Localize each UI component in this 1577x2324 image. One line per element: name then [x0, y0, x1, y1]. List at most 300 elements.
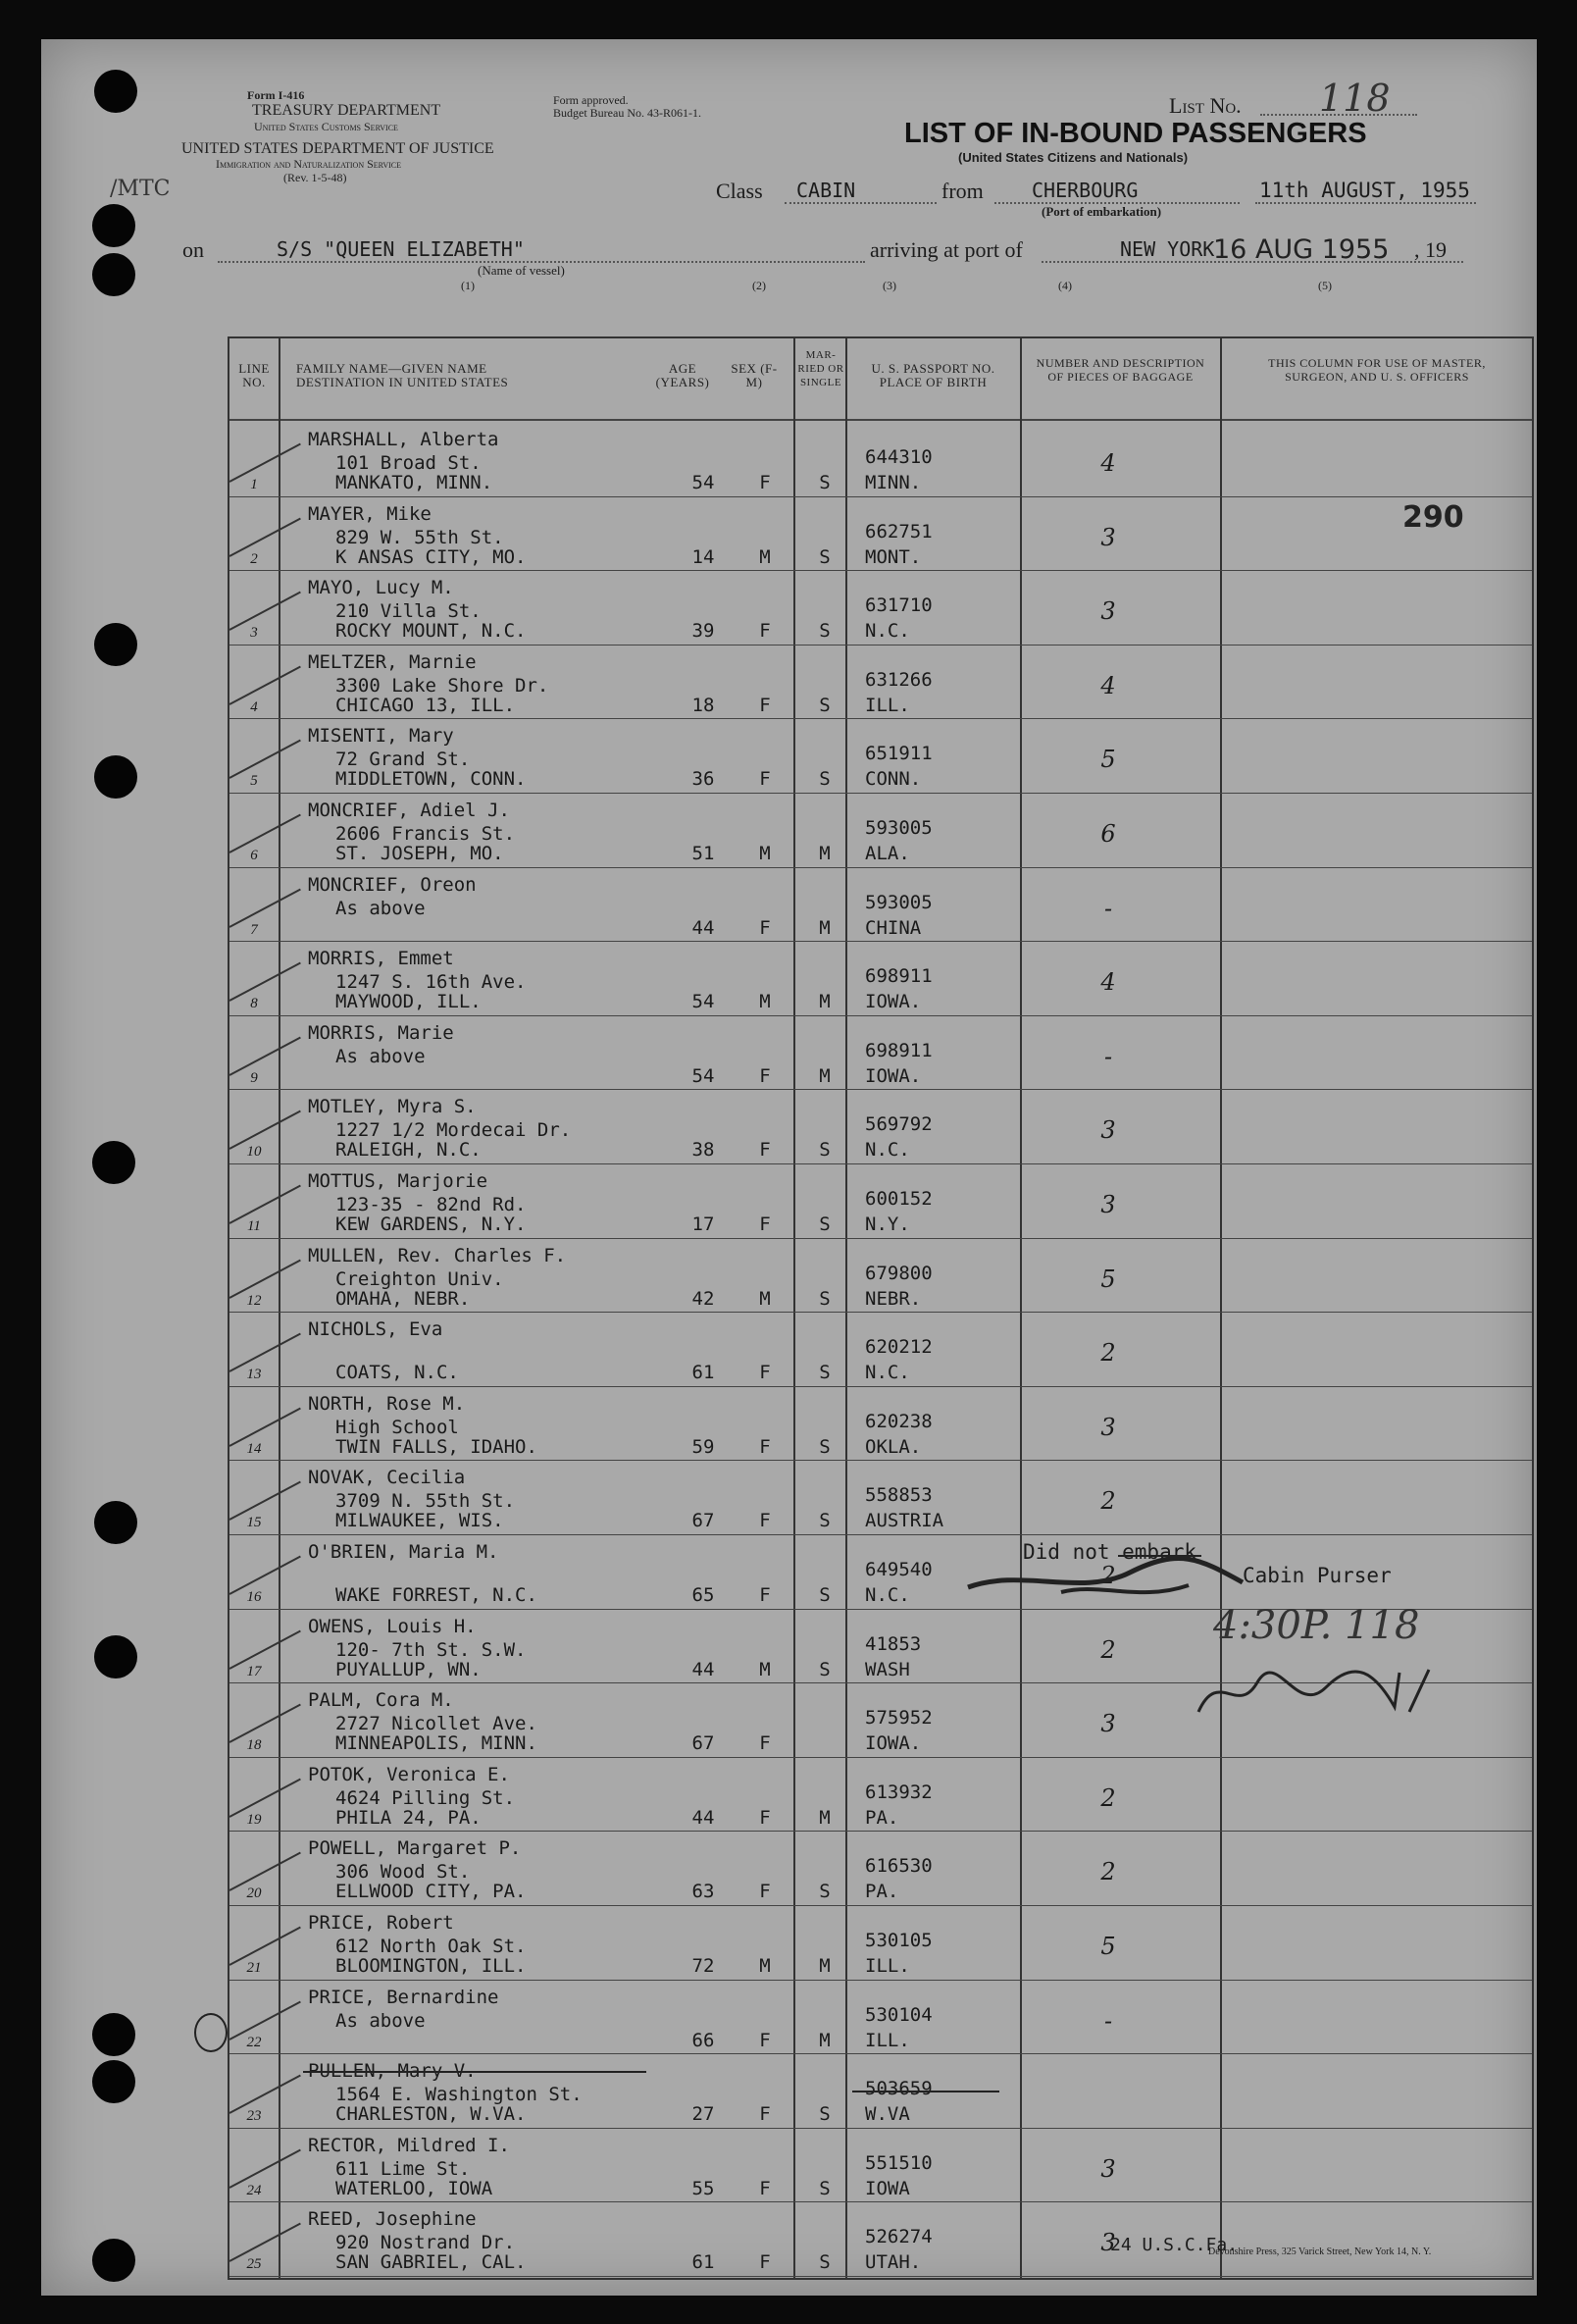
passenger-address: 1227 1/2 Mordecai Dr.	[335, 1119, 572, 1142]
passenger-address: 611 Lime St.	[335, 2157, 471, 2180]
passenger-age: 44	[691, 1658, 715, 1680]
from-label: from	[941, 179, 984, 203]
vessel-name: S/S "QUEEN ELIZABETH"	[277, 237, 525, 261]
place-of-birth: UTAH.	[865, 2251, 922, 2274]
passenger-marital-status: M	[819, 1955, 831, 1977]
place-of-birth: AUSTRIA	[865, 1510, 944, 1532]
table-row	[229, 1460, 1532, 1533]
passport-number: 575952	[865, 1707, 933, 1730]
passenger-name: PRICE, Bernardine	[308, 1986, 499, 2008]
passport-number: 616530	[865, 1855, 933, 1878]
punch-hole	[92, 1141, 135, 1184]
baggage-count: 2	[1100, 1487, 1116, 1516]
passenger-marital-status: S	[819, 472, 831, 493]
passenger-sex: F	[759, 2029, 771, 2051]
passport-number: 644310	[865, 446, 933, 468]
line-number: 16	[246, 1589, 262, 1605]
passenger-marital-status: S	[819, 1435, 831, 1458]
passenger-name: NOVAK, Cecilia	[308, 1467, 466, 1489]
port-embark-caption: (Port of embarkation)	[1042, 204, 1162, 219]
justice-dept: UNITED STATES DEPARTMENT OF JUSTICE	[181, 140, 494, 157]
passenger-age: 38	[691, 1139, 715, 1162]
mtc-mark: /MTC	[110, 177, 171, 201]
cancelled-entry-strike	[303, 2071, 646, 2073]
passenger-address: 3709 N. 55th St.	[335, 1490, 516, 1513]
passenger-address: 3300 Lake Shore Dr.	[335, 674, 549, 697]
passenger-address: 72 Grand St.	[335, 749, 471, 771]
passenger-sex: M	[759, 991, 771, 1013]
line-23-circle	[194, 2013, 228, 2052]
passenger-address: 306 Wood St.	[335, 1861, 471, 1884]
passenger-name: MONCRIEF, Adiel J.	[308, 800, 510, 821]
passenger-age: 63	[691, 1881, 715, 1903]
passenger-sex: F	[759, 472, 771, 493]
passenger-marital-status: M	[819, 916, 831, 939]
passenger-name: MARSHALL, Alberta	[308, 429, 499, 450]
line-number: 5	[250, 773, 258, 790]
passenger-address: 123-35 - 82nd Rd.	[335, 1194, 527, 1215]
baggage-count: -	[1103, 894, 1113, 922]
passenger-name: REED, Josephine	[308, 2208, 477, 2231]
table-row	[229, 1238, 1532, 1312]
table-row	[229, 718, 1532, 792]
passenger-name: PRICE, Robert	[308, 1912, 454, 1934]
baggage-count: 5	[1100, 1265, 1116, 1293]
form-number: Form I-416	[247, 88, 305, 102]
passport-number: 620212	[865, 1336, 933, 1359]
passenger-destination: MILWAUKEE, WIS.	[335, 1510, 504, 1532]
ins-service: Immigration and Naturalization Service	[216, 157, 402, 171]
baggage-count: 6	[1100, 820, 1116, 848]
baggage-count: 2	[1100, 1783, 1116, 1812]
line-number: 15	[246, 1515, 262, 1531]
passenger-sex: F	[759, 1732, 771, 1755]
passport-number: 569792	[865, 1113, 933, 1136]
passenger-destination: ROCKY MOUNT, N.C.	[335, 620, 527, 643]
passenger-age: 61	[691, 2251, 715, 2274]
passport-number: 698911	[865, 965, 933, 988]
table-row	[229, 1089, 1532, 1162]
passport-number: 530105	[865, 1930, 933, 1951]
passenger-destination: MAYWOOD, ILL.	[335, 991, 482, 1013]
place-of-birth: ALA.	[865, 843, 910, 864]
passport-number: 620238	[865, 1410, 933, 1432]
handwritten-time-note: 4:30P. 118	[1213, 1603, 1420, 1648]
passenger-sex: M	[759, 1658, 771, 1680]
class-line	[785, 202, 937, 204]
arrival-port: NEW YORK	[1120, 237, 1215, 261]
passport-number: 530104	[865, 2003, 933, 2026]
col-header-officers: THIS COLUMN FOR USE OF MASTER, SURGEON, AND U. S. OFFICERS	[1268, 356, 1486, 384]
passenger-destination: COATS, N.C.	[335, 1362, 459, 1384]
line-number: 12	[246, 1292, 262, 1309]
passenger-age: 18	[691, 694, 715, 716]
place-of-birth: MINN.	[865, 472, 922, 493]
passenger-address: 2727 Nicollet Ave.	[335, 1713, 537, 1735]
table-row	[229, 570, 1532, 644]
line-number: 11	[247, 1218, 261, 1234]
from-date: 11th AUGUST, 1955	[1259, 179, 1470, 202]
passenger-marital-status: S	[819, 1584, 831, 1606]
passenger-marital-status: S	[819, 2251, 831, 2274]
passport-number: 41853	[865, 1632, 922, 1655]
passenger-sex: M	[759, 545, 771, 568]
passenger-marital-status: S	[819, 2177, 831, 2199]
passenger-name: MORRIS, Emmet	[308, 948, 454, 970]
place-of-birth: OKLA.	[865, 1435, 922, 1458]
passenger-destination: MIDDLETOWN, CONN.	[335, 768, 527, 791]
passenger-age: 17	[691, 1214, 715, 1235]
passenger-address: As above	[335, 897, 426, 919]
passenger-sex: F	[759, 694, 771, 716]
passenger-age: 65	[691, 1584, 715, 1606]
place-of-birth: CONN.	[865, 768, 922, 791]
baggage-count: 4	[1100, 671, 1116, 699]
passenger-address: As above	[335, 2009, 426, 2032]
passenger-sex: F	[759, 1881, 771, 1903]
baggage-count: 3	[1100, 1413, 1116, 1441]
passport-number: 526274	[865, 2226, 933, 2248]
passenger-sex: M	[759, 1955, 771, 1977]
baggage-count: 3	[1100, 2229, 1116, 2257]
baggage-count: 3	[1100, 597, 1116, 626]
punch-hole	[92, 253, 135, 296]
baggage-count: 2	[1100, 1858, 1116, 1886]
passenger-age: 59	[691, 1435, 715, 1458]
passenger-name: RECTOR, Mildred I.	[308, 2134, 510, 2156]
line-number: 14	[246, 1440, 262, 1457]
passenger-age: 42	[691, 1287, 715, 1310]
did-not-embark-note: Did not embark	[1023, 1540, 1197, 1564]
passenger-age: 72	[691, 1955, 715, 1977]
passenger-name: MORRIS, Marie	[308, 1021, 454, 1044]
passenger-sex: F	[759, 620, 771, 643]
passenger-sex: M	[759, 1287, 771, 1310]
passenger-name: PULLEN, Mary V.	[308, 2060, 477, 2083]
arrival-date-stamp: 16 AUG 1955	[1213, 234, 1390, 265]
place-of-birth: W.VA	[865, 2103, 910, 2126]
passport-number: 613932	[865, 1781, 933, 1803]
passenger-age: 27	[691, 2103, 715, 2126]
table-row	[229, 867, 1532, 941]
place-of-birth: N.Y.	[865, 1214, 910, 1235]
list-no-value: 118	[1319, 77, 1391, 120]
passenger-marital-status: S	[819, 620, 831, 643]
col-header-sex: SEX (F-M)	[731, 361, 778, 389]
passenger-age: 66	[691, 2029, 715, 2051]
passenger-sex: F	[759, 1806, 771, 1829]
passenger-destination: PUYALLUP, WN.	[335, 1658, 482, 1680]
passenger-name: NICHOLS, Eva	[308, 1318, 443, 1341]
line-number: 4	[250, 698, 258, 715]
passenger-destination: CHICAGO 13, ILL.	[335, 694, 516, 716]
table-row	[229, 422, 1532, 495]
passport-number: 698911	[865, 1039, 933, 1061]
passenger-marital-status: S	[819, 1362, 831, 1384]
passenger-destination: MINNEAPOLIS, MINN.	[335, 1732, 537, 1755]
col-header-married: MAR-RIED OR SINGLE	[797, 349, 844, 388]
passport-number: 631710	[865, 594, 933, 617]
passenger-sex: F	[759, 1584, 771, 1606]
line-number: 13	[246, 1367, 262, 1383]
passenger-age: 54	[691, 991, 715, 1013]
punch-hole	[94, 755, 137, 799]
table-row	[229, 1163, 1532, 1237]
col-num-2: (2)	[752, 279, 766, 292]
passenger-age: 67	[691, 1510, 715, 1532]
table-row	[229, 793, 1532, 866]
passenger-name: OWENS, Louis H.	[308, 1615, 477, 1637]
passenger-age: 51	[691, 843, 715, 864]
manifest-page	[41, 39, 1537, 2296]
punch-hole	[94, 623, 137, 666]
on-label: on	[182, 237, 204, 262]
place-of-birth: WASH	[865, 1658, 910, 1680]
passenger-sex: F	[759, 916, 771, 939]
passenger-destination: ELLWOOD CITY, PA.	[335, 1881, 527, 1903]
passenger-address: High School	[335, 1416, 459, 1438]
passenger-destination: CHARLESTON, W.VA.	[335, 2103, 527, 2126]
line-number: 17	[246, 1663, 262, 1679]
passenger-address: 829 W. 55th St.	[335, 526, 504, 548]
vessel-caption: (Name of vessel)	[478, 263, 565, 278]
from-port: CHERBOURG	[1032, 179, 1139, 202]
passenger-address: As above	[335, 1045, 426, 1067]
table-row	[229, 1980, 1532, 2053]
line-number: 25	[246, 2256, 262, 2273]
row-divider	[229, 2276, 1532, 2277]
passenger-destination: TWIN FALLS, IDAHO.	[335, 1435, 537, 1458]
table-row	[229, 1312, 1532, 1385]
passenger-age: 67	[691, 1732, 715, 1755]
col-header-passport: U. S. PASSPORT NO. PLACE OF BIRTH	[871, 361, 995, 389]
passenger-marital-status: S	[819, 1139, 831, 1162]
table-row	[229, 2128, 1532, 2201]
baggage-count: 4	[1100, 449, 1116, 477]
line-number: 6	[250, 848, 258, 863]
passenger-sex: F	[759, 1362, 771, 1384]
line-number: 2	[250, 550, 258, 567]
passenger-address: 1564 E. Washington St.	[335, 2084, 583, 2106]
passenger-age: 44	[691, 916, 715, 939]
line-number: 10	[246, 1144, 262, 1161]
table-row	[229, 1757, 1532, 1831]
passport-number: 631266	[865, 668, 933, 691]
passenger-address: 1247 S. 16th Ave.	[335, 971, 527, 994]
passenger-age: 44	[691, 1806, 715, 1829]
date-line	[1255, 202, 1476, 204]
passenger-address: 920 Nostrand Dr.	[335, 2232, 516, 2254]
baggage-count: 3	[1100, 2154, 1116, 2183]
punch-hole	[94, 70, 137, 113]
passenger-sex: F	[759, 768, 771, 791]
passenger-name: MISENTI, Mary	[308, 725, 454, 748]
passenger-address: 612 North Oak St.	[335, 1936, 527, 1957]
baggage-count: 3	[1100, 1191, 1116, 1218]
form-subtitle: (United States Citizens and Nationals)	[958, 150, 1189, 165]
passenger-age: 61	[691, 1362, 715, 1384]
passenger-sex: F	[759, 1435, 771, 1458]
place-of-birth: IOWA	[865, 2177, 910, 2199]
passenger-sex: F	[759, 1214, 771, 1235]
passenger-marital-status: S	[819, 1287, 831, 1310]
passenger-marital-status: S	[819, 1658, 831, 1680]
baggage-count: 5	[1100, 746, 1116, 774]
baggage-count: 2	[1100, 1339, 1116, 1368]
passenger-name: PALM, Cora M.	[308, 1689, 454, 1712]
passenger-destination: K ANSAS CITY, MO.	[335, 545, 527, 568]
passport-number: 600152	[865, 1188, 933, 1210]
passenger-name: O'BRIEN, Maria M.	[308, 1541, 499, 1563]
passenger-name: MONCRIEF, Oreon	[308, 873, 477, 896]
punch-hole	[92, 2060, 135, 2103]
passenger-destination: OMAHA, NEBR.	[335, 1287, 471, 1310]
place-of-birth: ILL.	[865, 694, 910, 716]
passenger-address: 4624 Pilling St.	[335, 1786, 516, 1809]
col-num-5: (5)	[1318, 279, 1332, 292]
baggage-count: -	[1103, 1042, 1113, 1070]
line-number: 9	[250, 1069, 258, 1086]
col-header-line: LINE NO.	[238, 361, 270, 389]
year-suffix: , 19	[1414, 237, 1447, 262]
place-of-birth: IOWA.	[865, 991, 922, 1013]
passenger-marital-status: M	[819, 1064, 831, 1087]
printer-imprint: Devonshire Press, 325 Varick Street, New York 14, N. Y.	[1208, 2247, 1432, 2257]
table-row	[229, 2053, 1532, 2127]
passenger-name: POTOK, Veronica E.	[308, 1763, 510, 1785]
passenger-table	[228, 336, 1534, 2280]
table-row	[229, 1831, 1532, 1904]
passenger-marital-status: S	[819, 694, 831, 716]
passenger-age: 54	[691, 1064, 715, 1087]
line-number: 23	[246, 2108, 262, 2125]
col-num-1: (1)	[461, 279, 475, 292]
line-number: 18	[246, 1737, 262, 1754]
passenger-address: 210 Villa St.	[335, 600, 482, 623]
form-title: LIST OF IN-BOUND PASSENGERS	[904, 118, 1367, 149]
class-value: CABIN	[796, 179, 856, 202]
arriving-label: arriving at port of	[870, 237, 1023, 262]
punch-hole	[92, 2239, 135, 2282]
passenger-name: MAYO, Lucy M.	[308, 577, 454, 599]
passenger-marital-status: S	[819, 545, 831, 568]
statute-ref: 24 U.S.C.Fa.	[1110, 2235, 1239, 2255]
passport-number: 651911	[865, 743, 933, 765]
table-row	[229, 941, 1532, 1014]
passenger-sex: F	[759, 2251, 771, 2274]
place-of-birth: ILL.	[865, 2029, 910, 2051]
passenger-destination: RALEIGH, N.C.	[335, 1139, 482, 1162]
passenger-name: MOTLEY, Myra S.	[308, 1096, 477, 1118]
purser-signature	[963, 1548, 1257, 1607]
passenger-sex: M	[759, 843, 771, 864]
passenger-destination: MANKATO, MINN.	[335, 472, 493, 493]
passenger-destination: BLOOMINGTON, ILL.	[335, 1955, 527, 1977]
table-row	[229, 1015, 1532, 1089]
passenger-sex: F	[759, 1139, 771, 1162]
place-of-birth: N.C.	[865, 1584, 910, 1606]
passenger-address: 101 Broad St.	[335, 452, 482, 474]
passenger-address: 2606 Francis St.	[335, 823, 516, 845]
passenger-marital-status: S	[819, 1214, 831, 1235]
passenger-address: Creighton Univ.	[335, 1267, 504, 1290]
passport-number: 679800	[865, 1262, 933, 1284]
passenger-marital-status: S	[819, 1510, 831, 1532]
line-number: 22	[246, 2034, 262, 2050]
line-number: 21	[246, 1960, 262, 1976]
passenger-marital-status: S	[819, 2103, 831, 2126]
passenger-age: 54	[691, 472, 715, 493]
passenger-name: MELTZER, Marnie	[308, 650, 477, 673]
place-of-birth: NEBR.	[865, 1287, 922, 1310]
cancelled-passport-strike	[852, 2091, 999, 2092]
passport-number: 551510	[865, 2151, 933, 2174]
officer-signature	[1189, 1658, 1444, 1736]
customs-service: United States Customs Service	[254, 120, 398, 133]
table-row	[229, 645, 1532, 718]
passenger-sex: F	[759, 1064, 771, 1087]
line-number: 3	[250, 625, 258, 642]
passenger-name: MAYER, Mike	[308, 502, 432, 525]
code-290: 290	[1402, 500, 1464, 535]
passenger-sex: F	[759, 1510, 771, 1532]
punch-hole	[94, 1501, 137, 1544]
col-header-name: FAMILY NAME—GIVEN NAME DESTINATION IN UNITED STATES	[296, 361, 509, 389]
header-divider	[229, 419, 1532, 421]
place-of-birth: MONT.	[865, 545, 922, 568]
passenger-sex: F	[759, 2177, 771, 2199]
passenger-age: 36	[691, 768, 715, 791]
passport-number: 593005	[865, 817, 933, 839]
punch-hole	[92, 204, 135, 247]
passenger-sex: F	[759, 2103, 771, 2126]
passport-number: 662751	[865, 520, 933, 542]
passenger-name: MULLEN, Rev. Charles F.	[308, 1244, 567, 1266]
place-of-birth: ILL.	[865, 1955, 910, 1977]
place-of-birth: PA.	[865, 1806, 899, 1829]
passport-number: 593005	[865, 891, 933, 913]
col-num-4: (4)	[1058, 279, 1072, 292]
class-label: Class	[716, 179, 763, 203]
passenger-name: MOTTUS, Marjorie	[308, 1170, 488, 1192]
passenger-destination: WATERLOO, IOWA	[335, 2177, 493, 2199]
line-number: 8	[250, 996, 258, 1012]
passenger-destination: ST. JOSEPH, MO.	[335, 843, 504, 864]
table-row	[229, 1905, 1532, 1979]
passenger-marital-status: S	[819, 768, 831, 791]
place-of-birth: IOWA.	[865, 1732, 922, 1755]
place-of-birth: N.C.	[865, 620, 910, 643]
passenger-marital-status: M	[819, 991, 831, 1013]
baggage-count: 5	[1100, 1933, 1116, 1960]
form-approved: Form approved.	[553, 93, 629, 107]
passenger-destination: SAN GABRIEL, CAL.	[335, 2251, 527, 2274]
line-number: 19	[246, 1811, 262, 1828]
passport-number: 649540	[865, 1559, 933, 1580]
list-no-label: List No.	[1169, 93, 1242, 118]
baggage-count: 4	[1100, 968, 1116, 997]
place-of-birth: PA.	[865, 1881, 899, 1903]
baggage-count: 3	[1100, 1116, 1116, 1145]
passenger-address: 120- 7th St. S.W.	[335, 1638, 527, 1661]
budget-bureau: Budget Bureau No. 43-R061-1.	[553, 106, 701, 120]
passenger-destination: WAKE FORREST, N.C.	[335, 1584, 537, 1606]
passenger-marital-status: M	[819, 1806, 831, 1829]
col-header-age: AGE (YEARS)	[655, 361, 710, 389]
passenger-name: NORTH, Rose M.	[308, 1392, 466, 1415]
baggage-count: 3	[1100, 523, 1116, 551]
passenger-age: 14	[691, 545, 715, 568]
